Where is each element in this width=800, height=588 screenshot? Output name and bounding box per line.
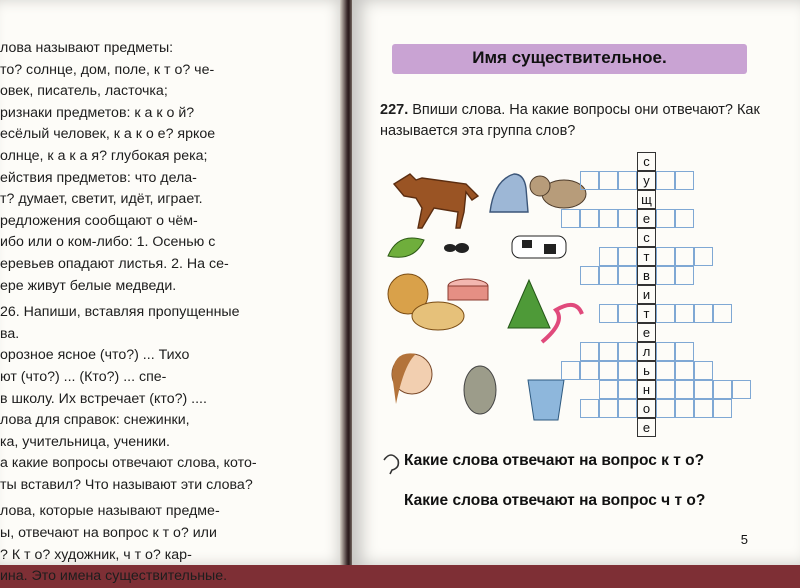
crossword-blank-cell: [599, 247, 618, 266]
crossword-blank-cell: [561, 209, 580, 228]
crossword-letter-cell: н: [637, 380, 656, 399]
crossword-blank-cell: [618, 209, 637, 228]
iron-icon: [484, 168, 532, 224]
crossword-blank-cell: [713, 304, 732, 323]
crossword-blank-cell: [618, 266, 637, 285]
crossword-blank-cell: [694, 399, 713, 418]
crossword-blank-cell: [599, 171, 618, 190]
left-text-line: еревьев опадают листья. 2. На се-: [0, 255, 229, 272]
page-number: 5: [740, 532, 748, 547]
crossword-letter-cell: и: [637, 285, 656, 304]
crossword-blank-cell: [580, 342, 599, 361]
crossword-letter-cell: щ: [637, 190, 656, 209]
crossword-blank-cell: [675, 380, 694, 399]
crossword-blank-cell: [713, 399, 732, 418]
crossword-blank-cell: [656, 304, 675, 323]
left-text-line: овек, писатель, ласточка;: [0, 83, 168, 100]
left-text-line: ействия предметов: что дела-: [0, 169, 197, 186]
crossword-blank-cell: [656, 361, 675, 380]
left-text-line: редложения сообщают о чём-: [0, 212, 198, 229]
crossword-letter-cell: с: [637, 228, 656, 247]
ant-icon: [440, 232, 474, 264]
crossword-letter-cell: т: [637, 304, 656, 323]
exercise-227: [380, 100, 790, 142]
left-text-line: лова для справок: снежинки,: [0, 412, 190, 429]
crossword-blank-cell: [618, 304, 637, 323]
right-page: [352, 0, 800, 565]
crossword-letter-cell: е: [637, 418, 656, 437]
crossword-blank-cell: [580, 361, 599, 380]
crossword-blank-cell: [580, 209, 599, 228]
left-text-line: есёлый человек, к а к о е? яркое: [0, 126, 216, 143]
left-text-line: ере живут белые медведи.: [0, 277, 177, 294]
left-text-line: ка, учительница, ученики.: [0, 433, 171, 450]
crossword-blank-cell: [618, 361, 637, 380]
crossword-blank-cell: [713, 380, 732, 399]
crossword-blank-cell: [656, 380, 675, 399]
cow-icon: [502, 226, 586, 272]
crossword-blank-cell: [656, 266, 675, 285]
crossword-blank-cell: [599, 399, 618, 418]
crossword-blank-cell: [599, 361, 618, 380]
crossword-blank-cell: [599, 380, 618, 399]
left-text-line: ина. Это имена существительные.: [0, 568, 228, 585]
crossword-letter-cell: с: [637, 152, 656, 171]
crossword-blank-cell: [618, 399, 637, 418]
crossword-letter-cell: у: [637, 171, 656, 190]
crossword-blank-cell: [656, 399, 675, 418]
crossword-blank-cell: [599, 266, 618, 285]
left-text-line: ы, отвечают на вопрос к т о? или: [0, 525, 217, 542]
crossword-blank-cell: [580, 399, 599, 418]
crossword-blank-cell: [694, 304, 713, 323]
crossword-blank-cell: [675, 342, 694, 361]
crossword-letter-cell: в: [637, 266, 656, 285]
page-title: Имя существительное.: [472, 48, 667, 67]
exercise-task-text: Впиши слова. На какие вопросы они отвечают? Как называется эта группа слов?: [380, 102, 760, 139]
left-text-line: олнце, к а к а я? глубокая река;: [0, 147, 208, 164]
crossword-blank-cell: [694, 247, 713, 266]
crossword-letter-cell: ь: [637, 361, 656, 380]
crossword-letter-cell: о: [637, 399, 656, 418]
left-text-line: ибо или о ком-либо: 1. Осенью с: [0, 234, 216, 251]
leaf-icon: [384, 232, 428, 264]
crossword-blank-cell: [694, 361, 713, 380]
crossword-blank-cell: [656, 171, 675, 190]
crossword-blank-cell: [675, 171, 694, 190]
crossword-letter-cell: л: [637, 342, 656, 361]
left-text-line: т? думает, светит, идёт, играет.: [0, 191, 203, 208]
cake-icon: [444, 272, 494, 312]
crossword-blank-cell: [675, 209, 694, 228]
crossword-blank-cell: [694, 380, 713, 399]
title-bar: [392, 44, 747, 74]
left-text-line: ? К т о? художник, ч т о? кар-: [0, 546, 192, 563]
crossword-blank-cell: [618, 380, 637, 399]
left-text-line: ты вставил? Что называют эти слова?: [0, 476, 253, 493]
crossword-blank-cell: [618, 171, 637, 190]
question-what: Какие слова отвечают на вопрос ч т о?: [404, 492, 706, 509]
crossword-blank-cell: [675, 266, 694, 285]
girl-icon: [382, 344, 442, 428]
hint-icon: [380, 452, 402, 476]
left-text-line: в школу. Их встречает (кто?) ....: [0, 390, 207, 407]
left-page: [0, 0, 346, 585]
crossword-letter-cell: т: [637, 247, 656, 266]
crossword-blank-cell: [656, 247, 675, 266]
crossword-blank-cell: [656, 209, 675, 228]
left-text-line: 26. Напиши, вставляя пропущенные: [0, 304, 240, 321]
owl-icon: [460, 358, 500, 420]
crossword-blank-cell: [732, 380, 751, 399]
crossword-blank-cell: [618, 342, 637, 361]
crossword-blank-cell: [599, 209, 618, 228]
crossword-blank-cell: [675, 304, 694, 323]
left-text-line: орозное ясное (что?) ... Тихо: [0, 347, 190, 364]
question-who: Какие слова отвечают на вопрос к т о?: [404, 452, 705, 469]
left-text-line: ва.: [0, 325, 20, 342]
left-text-line: а какие вопросы отвечают слова, кото-: [0, 455, 257, 472]
crossword-blank-cell: [599, 342, 618, 361]
crossword-blank-cell: [561, 361, 580, 380]
crossword-blank-cell: [580, 266, 599, 285]
left-text-line: лова называют предметы:: [0, 40, 174, 56]
crossword-blank-cell: [599, 304, 618, 323]
left-text-line: ризнаки предметов: к а к о й?: [0, 104, 195, 121]
crossword-letter-cell: е: [637, 323, 656, 342]
left-text-line: ют (что?) ... (Кто?) ... спе-: [0, 368, 167, 385]
crossword-letter-cell: е: [637, 209, 656, 228]
horse-icon: [382, 162, 482, 232]
crossword-blank-cell: [580, 171, 599, 190]
left-text-line: то? солнце, дом, поле, к т о? че-: [0, 61, 215, 78]
crossword-blank-cell: [675, 361, 694, 380]
left-text-line: лова, которые называют предме-: [0, 503, 220, 520]
crossword-blank-cell: [675, 247, 694, 266]
left-page-text: [0, 38, 328, 588]
crossword-blank-cell: [656, 342, 675, 361]
crossword-blank-cell: [675, 399, 694, 418]
exercise-number: 227.: [380, 102, 409, 118]
crossword-blank-cell: [618, 247, 637, 266]
